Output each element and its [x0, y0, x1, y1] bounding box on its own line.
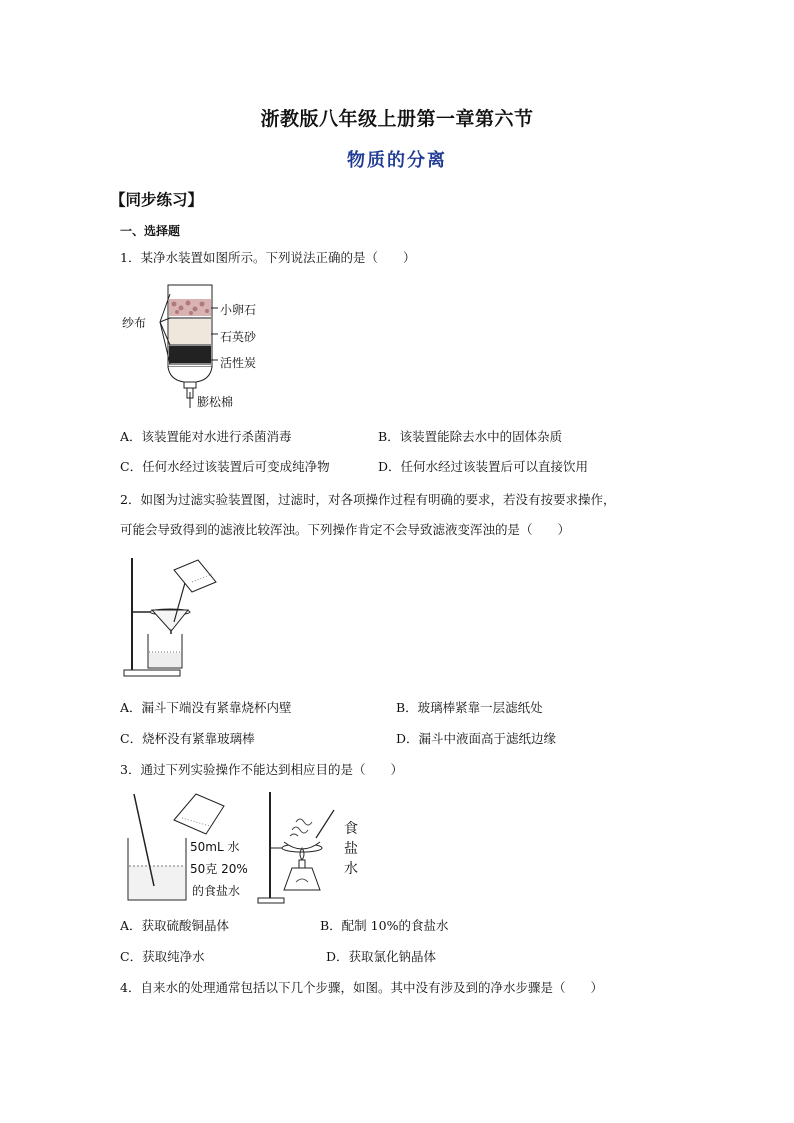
question-3-option-c[interactable]: C．获取纯净水	[120, 949, 205, 964]
label-gauze: 纱布	[122, 316, 147, 330]
label-salt-3: 水	[344, 861, 358, 877]
question-3-stem: 3．通过下列实验操作不能达到相应目的是（ ）	[120, 762, 403, 777]
question-2-option-d[interactable]: D．漏斗中液面高于滤纸边缘	[396, 731, 557, 746]
carbon-layer	[169, 346, 211, 363]
sand-layer	[169, 319, 211, 344]
label-50g-20pct: 50克 20%	[190, 862, 248, 876]
label-cotton: 膨松棉	[197, 395, 234, 409]
experiment-operations-figure	[120, 790, 380, 908]
question-1-option-d[interactable]: D．任何水经过该装置后可以直接饮用	[378, 459, 589, 474]
question-2-stem-line1: 2．如图为过滤实验装置图，过滤时，对各项操作过程有明确的要求，若没有按要求操作，	[120, 492, 616, 507]
label-salt-water: 的食盐水	[192, 884, 241, 898]
question-2-option-c[interactable]: C．烧杯没有紧靠玻璃棒	[120, 731, 255, 746]
question-2-stem-line2: 可能会导致得到的滤液比较浑浊。下列操作肯定不会导致滤液变浑浊的是（ ）	[120, 522, 571, 537]
label-salt-2: 盐	[344, 841, 358, 857]
question-3-option-a[interactable]: A．获取硫酸铜晶体	[120, 918, 230, 933]
question-4-stem: 4．自来水的处理通常包括以下几个步骤，如图。其中没有涉及到的净水步骤是（ ）	[120, 980, 603, 995]
question-1-stem: 1．某净水装置如图所示。下列说法正确的是（ ）	[120, 250, 416, 265]
question-2-option-b[interactable]: B．玻璃棒紧靠一层滤纸处	[396, 700, 543, 715]
question-2-option-a[interactable]: A．漏斗下端没有紧靠烧杯内壁	[120, 700, 292, 715]
page-title: 浙教版八年级上册第一章第六节	[260, 108, 534, 130]
label-pebble: 小卵石	[220, 303, 257, 317]
section-heading: 【同步练习】	[110, 191, 204, 209]
question-1-option-c[interactable]: C．任何水经过该装置后可变成纯净物	[120, 459, 330, 474]
question-3-option-d[interactable]: D．获取氯化钠晶体	[326, 949, 437, 964]
label-50ml-water: 50mL 水	[190, 840, 240, 854]
label-quartz-sand: 石英砂	[220, 330, 257, 344]
label-salt-1: 食	[344, 821, 358, 837]
subsection-heading: 一、选择题	[120, 224, 181, 238]
question-1-option-b[interactable]: B．该装置能除去水中的固体杂质	[378, 429, 563, 444]
page-subtitle: 物质的分离	[347, 150, 447, 171]
label-activated-carbon: 活性炭	[220, 356, 257, 370]
filtration-apparatus-figure	[120, 552, 230, 680]
question-3-option-b[interactable]: B．配制 10%的食盐水	[320, 918, 449, 933]
question-1-option-a[interactable]: A．该装置能对水进行杀菌消毒	[120, 429, 292, 444]
